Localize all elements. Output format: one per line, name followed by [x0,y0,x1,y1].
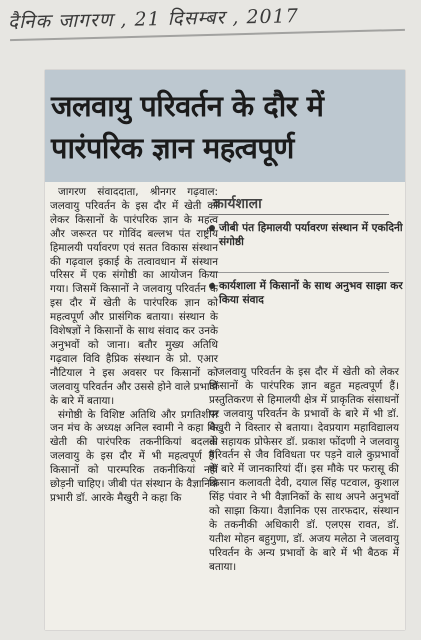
paragraph: संगोष्ठी के विशिष्ट अतिथि और प्रगतिशील जन मंच के अध्यक्ष अनिल स्वामी ने कहा कि खेती की पारंपरिक तकनीकियां बदलती जलवायु के इस दौर में भी महत्वपूर्ण हैं। किसानों को पारम्परिक तकनीकियां नहीं छोड़नी चाहिए। जीबी पंत संस्थान के वैज्ञानिक प्रभारी डॉ. आरके मैखुरी ने कहा कि [50,408,218,504]
sidebar-divider [209,214,389,215]
headline-line-2: पारंपरिक ज्ञान महत्वपूर्ण [51,131,294,165]
sidebar-box [201,188,403,348]
sidebar-item-text: कार्यशाला में किसानों के साथ अनुभव साझा कर किया संवाद [219,280,403,306]
article-column-2 [209,366,399,575]
article-column-1 [50,186,218,506]
headline-line-1: जलवायु परिवर्तन के दौर में [51,89,324,123]
sidebar-separator [209,272,389,273]
headline-box [45,70,405,182]
paragraph: जलवायु परिवर्तन के इस दौर में खेती को लेकर किसानों के पारंपरिक ज्ञान बहुत महत्वपूर्ण हैं। प्रस्तुतिकरण से हिमालयी क्षेत्र में प्राकृतिक संसाधनों पर जलवायु परिवर्तन के प्रभावों के बारे में भी डॉ. मैखुरी ने विस्तार से बताया। देवप्रयाग महाविद्यालय के सहायक प्रोफेसर डॉ. प्रकाश फोंदणी ने जलवायु परिवर्तन से जैव विविधता पर पड़ने वाले कुप्रभावों के बारे में जानकारियां दीं। इस मौके पर फरासू की किसान कलावती देवी, दयाल सिंह पटवाल, कुशाल सिंह पंवार ने भी वैज्ञानिकों के साथ अपने अनुभवों को साझा किया। वैज्ञानिक एस तारफदार, संस्थान के तकनीकी अधिकारी डॉ. एलएस रावत, डॉ. यतीश मोहन बहुगुणा, डॉ. अजय मलेठा ने जलवायु परिवर्तन के अन्य प्रभावों के बारे में भी बैठक में बताया। [209,366,399,573]
newspaper-clipping [45,70,405,630]
handwritten-date-note: दैनिक जागरण , 21 दिसम्बर , 2017 [7,5,300,34]
paragraph: जागरण संवाददाता, श्रीनगर गढ़वाल: जलवायु परिवर्तन के इस दौर में खेती को लेकर किसानों के पारंपरिक ज्ञान के महत्व और जरूरत पर गोविंद बल्लभ पंत राष्ट्रीय हिमालयी पर्यावरण एवं सतत विकास संस्थान की गढ़वाल इकाई के तत्वावधान में संस्थान परिसर में एक संगोष्ठी का आयोजन किया गया। जिसमें किसानों ने जलवायु परिवर्तन के इस दौर में खेती के पारंपरिक ज्ञान को महत्वपूर्ण और प्रासंगिक बताया। संस्थान के विशेषज्ञों ने किसानों के साथ संवाद कर उनके अनुभवों को जाना। बतौर मुख्य अतिथि गढ़वाल विवि हैप्रिक संस्थान के प्रो. एआर नौटियाल ने इस अवसर पर किसानों को जलवायु परिवर्तन और उससे होने वाले प्रभावों के बारे में बताया। [50,186,218,407]
sidebar-title: कार्यशाला [213,196,262,212]
sidebar-item [209,222,403,249]
sidebar-item-text: जीबी पंत हिमालयी पर्यावरण संस्थान में एकदिनी संगोष्ठी [219,222,403,248]
sidebar-item [209,280,403,307]
